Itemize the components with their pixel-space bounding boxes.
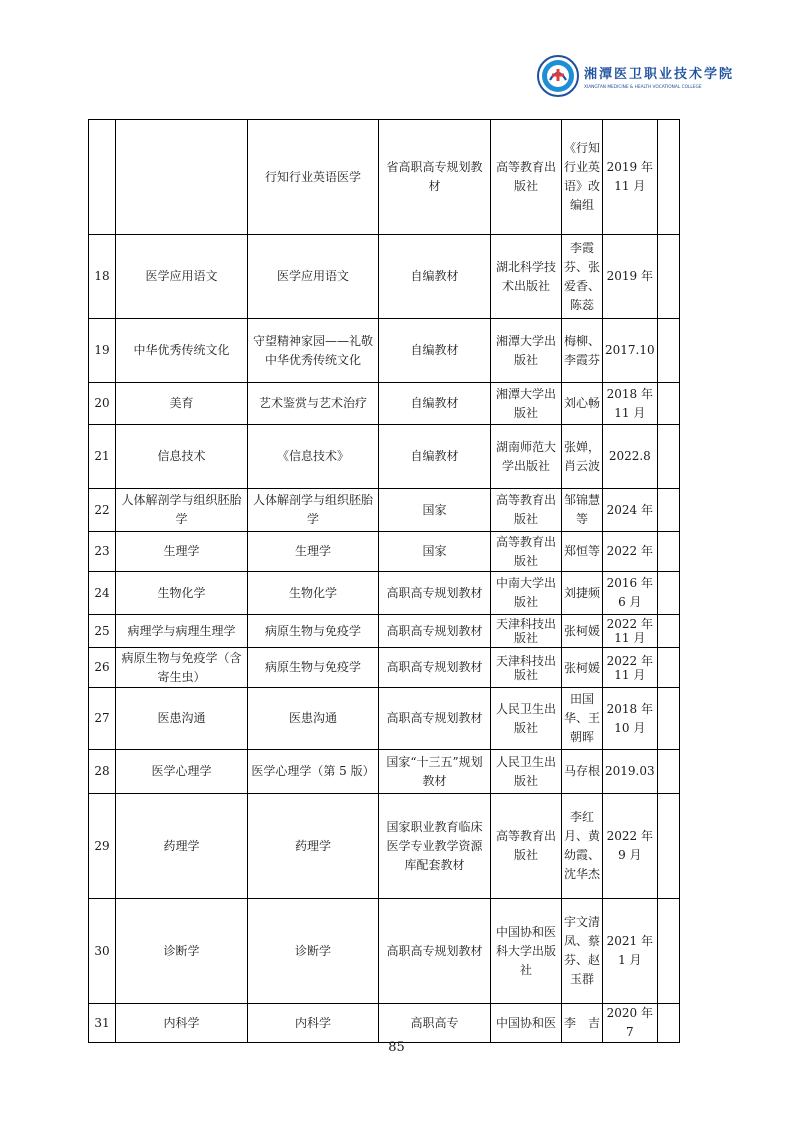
authors: 刘捷频	[562, 572, 603, 615]
textbook-type: 自编教材	[379, 319, 491, 383]
table-row	[89, 319, 680, 383]
course-name: 生理学	[116, 532, 248, 572]
textbook-type: 高职高专	[379, 1004, 491, 1043]
publish-date: 2019 年	[603, 235, 658, 319]
textbook-name: 诊断学	[248, 899, 379, 1004]
table-row	[89, 425, 680, 489]
textbook-name: 医学心理学（第 5 版）	[248, 750, 379, 794]
textbook-name: 药理学	[248, 794, 379, 899]
blank-cell	[657, 319, 679, 383]
course-name: 生物化学	[116, 572, 248, 615]
publisher: 高等教育出版社	[491, 489, 562, 532]
course-name: 药理学	[116, 794, 248, 899]
row-number: 18	[89, 235, 116, 319]
table-row	[89, 235, 680, 319]
blank-cell	[657, 648, 679, 688]
blank-cell	[657, 615, 679, 648]
textbook-type: 国家	[379, 532, 491, 572]
textbook-name: 行知行业英语医学	[248, 120, 379, 235]
authors: 张柯媛	[562, 648, 603, 688]
publisher: 湘潭大学出版社	[491, 383, 562, 425]
blank-cell	[657, 425, 679, 489]
publish-date: 2022 年 9 月	[603, 794, 658, 899]
row-number: 19	[89, 319, 116, 383]
textbook-name: 医学应用语文	[248, 235, 379, 319]
course-name: 信息技术	[116, 425, 248, 489]
textbook-type: 国家职业教育临床医学专业教学资源库配套教材	[379, 794, 491, 899]
table-row	[89, 688, 680, 750]
authors: 宇文清凤、蔡芬、赵玉群	[562, 899, 603, 1004]
textbook-name: 守望精神家园——礼敬中华优秀传统文化	[248, 319, 379, 383]
publisher: 高等教育出版社	[491, 532, 562, 572]
course-name: 中华优秀传统文化	[116, 319, 248, 383]
textbook-name: 人体解剖学与组织胚胎学	[248, 489, 379, 532]
course-name: 病原生物与免疫学（含寄生虫）	[116, 648, 248, 688]
course-name: 医患沟通	[116, 688, 248, 750]
row-number: 29	[89, 794, 116, 899]
authors: 邹锦慧等	[562, 489, 603, 532]
blank-cell	[657, 572, 679, 615]
publish-date: 2019.03	[603, 750, 658, 794]
row-number: 26	[89, 648, 116, 688]
row-number: 20	[89, 383, 116, 425]
textbook-name: 生理学	[248, 532, 379, 572]
authors: 李霞芬、张爱香、陈蕊	[562, 235, 603, 319]
publisher: 湖南师范大学出版社	[491, 425, 562, 489]
textbook-name: 医患沟通	[248, 688, 379, 750]
college-logo	[536, 54, 735, 98]
course-name: 美育	[116, 383, 248, 425]
textbook-type: 高职高专规划教材	[379, 648, 491, 688]
row-number: 28	[89, 750, 116, 794]
authors: 郑恒等	[562, 532, 603, 572]
publish-date: 2022 年	[603, 532, 658, 572]
course-name: 诊断学	[116, 899, 248, 1004]
textbook-type: 国家“十三五”规划教材	[379, 750, 491, 794]
table-row	[89, 648, 680, 688]
course-name: 医学心理学	[116, 750, 248, 794]
table-row	[89, 899, 680, 1004]
publish-date: 2024 年	[603, 489, 658, 532]
row-number	[89, 120, 116, 235]
blank-cell	[657, 489, 679, 532]
blank-cell	[657, 532, 679, 572]
publisher: 高等教育出版社	[491, 120, 562, 235]
authors: 刘心畅	[562, 383, 603, 425]
textbook-name: 《信息技术》	[248, 425, 379, 489]
publisher: 天津科技出版社	[491, 648, 562, 688]
course-name: 病理学与病理生理学	[116, 615, 248, 648]
authors: 张婵，肖云波	[562, 425, 603, 489]
textbook-type: 国家	[379, 489, 491, 532]
publish-date: 2022 年 11 月	[603, 615, 658, 648]
publisher: 中国协和医	[491, 1004, 562, 1043]
row-number: 30	[89, 899, 116, 1004]
row-number: 27	[89, 688, 116, 750]
textbook-table	[88, 119, 680, 1043]
publish-date: 2021 年 1 月	[603, 899, 658, 1004]
logo-chinese-name: 湘潭医卫职业技术学院	[584, 67, 735, 82]
table-row	[89, 572, 680, 615]
textbook-type: 省高职高专规划教材	[379, 120, 491, 235]
course-name: 内科学	[116, 1004, 248, 1043]
table-row	[89, 120, 680, 235]
publisher: 湘潭大学出版社	[491, 319, 562, 383]
table-row	[89, 794, 680, 899]
table-row	[89, 383, 680, 425]
publish-date: 2020 年 7	[603, 1004, 658, 1043]
textbook-type: 高职高专规划教材	[379, 615, 491, 648]
table-row	[89, 1004, 680, 1043]
publisher: 天津科技出版社	[491, 615, 562, 648]
table-row	[89, 615, 680, 648]
course-name: 人体解剖学与组织胚胎学	[116, 489, 248, 532]
publish-date: 2016 年 6 月	[603, 572, 658, 615]
authors: 田国华、王朝晖	[562, 688, 603, 750]
authors: 马存根	[562, 750, 603, 794]
publisher: 湖北科学技术出版社	[491, 235, 562, 319]
authors: 《行知行业英语》改编组	[562, 120, 603, 235]
row-number: 25	[89, 615, 116, 648]
textbook-type: 自编教材	[379, 235, 491, 319]
publisher: 人民卫生出版社	[491, 688, 562, 750]
blank-cell	[657, 899, 679, 1004]
course-name: 医学应用语文	[116, 235, 248, 319]
course-name	[116, 120, 248, 235]
row-number: 21	[89, 425, 116, 489]
row-number: 24	[89, 572, 116, 615]
textbook-type: 高职高专规划教材	[379, 688, 491, 750]
publish-date: 2018 年 10 月	[603, 688, 658, 750]
blank-cell	[657, 688, 679, 750]
textbook-name: 病原生物与免疫学	[248, 648, 379, 688]
textbook-name: 生物化学	[248, 572, 379, 615]
authors: 梅柳、李霞芬	[562, 319, 603, 383]
row-number: 23	[89, 532, 116, 572]
publisher: 中国协和医科大学出版社	[491, 899, 562, 1004]
blank-cell	[657, 235, 679, 319]
publish-date: 2017.10	[603, 319, 658, 383]
table-row	[89, 532, 680, 572]
publish-date: 2019 年 11 月	[603, 120, 658, 235]
blank-cell	[657, 1004, 679, 1043]
row-number: 22	[89, 489, 116, 532]
table-row	[89, 750, 680, 794]
textbook-name: 内科学	[248, 1004, 379, 1043]
textbook-type: 自编教材	[379, 383, 491, 425]
page-number: 85	[388, 1040, 405, 1055]
blank-cell	[657, 750, 679, 794]
authors: 张柯媛	[562, 615, 603, 648]
blank-cell	[657, 383, 679, 425]
blank-cell	[657, 120, 679, 235]
logo-english-name: XIANGTAN MEDICINE & HEALTH VOCATIONAL COLLEGE	[584, 85, 702, 90]
textbook-type: 高职高专规划教材	[379, 899, 491, 1004]
textbook-type: 自编教材	[379, 425, 491, 489]
publish-date: 2022 年 11 月	[603, 648, 658, 688]
textbook-name: 艺术鉴赏与艺术治疗	[248, 383, 379, 425]
authors: 李 吉	[562, 1004, 603, 1043]
publisher: 中南大学出版社	[491, 572, 562, 615]
table-row	[89, 489, 680, 532]
textbook-type: 高职高专规划教材	[379, 572, 491, 615]
publisher: 高等教育出版社	[491, 794, 562, 899]
publisher: 人民卫生出版社	[491, 750, 562, 794]
textbook-name: 病原生物与免疫学	[248, 615, 379, 648]
blank-cell	[657, 794, 679, 899]
row-number: 31	[89, 1004, 116, 1043]
publish-date: 2018 年 11 月	[603, 383, 658, 425]
authors: 李红月、黄幼霞、沈华杰	[562, 794, 603, 899]
publish-date: 2022.8	[603, 425, 658, 489]
